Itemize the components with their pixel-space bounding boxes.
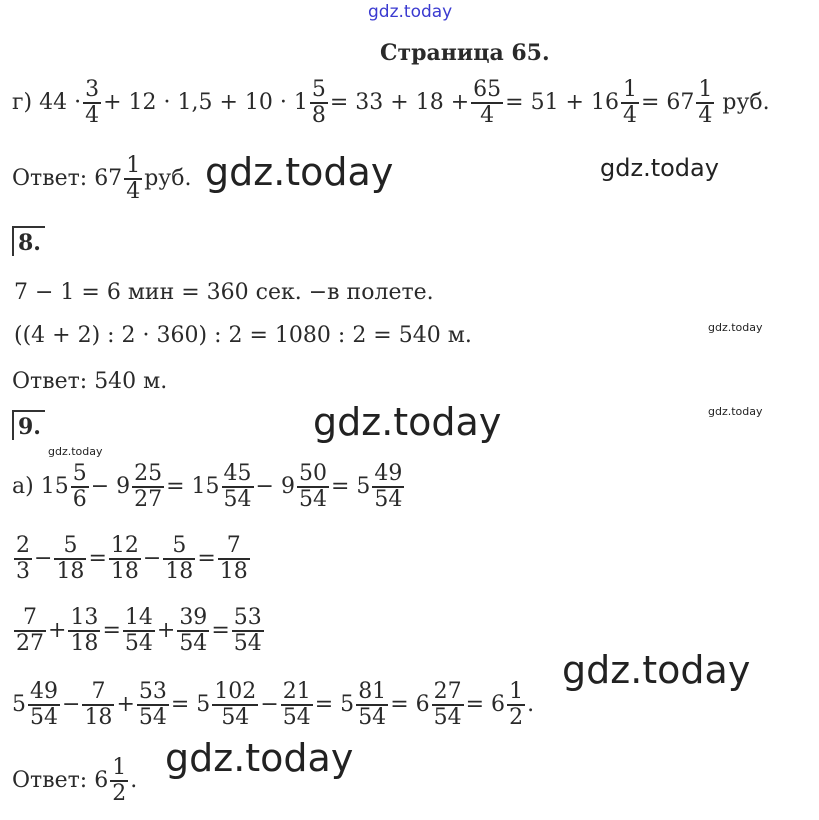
task-8-number: 8. — [12, 226, 45, 256]
text: − 9 — [255, 473, 295, 499]
watermark: gdz.today — [708, 405, 763, 418]
text: . — [527, 691, 535, 717]
text: = — [197, 545, 216, 571]
fraction: 50 54 — [298, 461, 327, 512]
fraction: 49 54 — [30, 679, 58, 730]
text: + — [156, 617, 176, 643]
text: Ответ: 6 — [12, 767, 109, 793]
text: = — [102, 617, 121, 643]
watermark: gdz.today — [313, 400, 502, 444]
text: = — [88, 545, 107, 571]
fraction: 2 3 — [16, 533, 30, 584]
task-9-line3 — [12, 606, 266, 656]
fraction: 1 2 — [509, 679, 524, 730]
fraction: 49 54 — [374, 461, 403, 512]
fraction: 21 54 — [282, 679, 311, 730]
text: г) 44 · — [12, 89, 82, 115]
text: = 6 — [390, 691, 430, 717]
text: + 12 · 1,5 + 10 · 1 — [103, 89, 308, 115]
fraction: 14 54 — [124, 605, 153, 656]
watermark-top: gdz.today — [368, 2, 453, 22]
fraction: 39 54 — [179, 605, 208, 656]
text: руб. — [144, 165, 192, 191]
fraction: 1 4 — [698, 77, 713, 128]
fraction: 65 4 — [473, 77, 502, 128]
fraction: 53 54 — [233, 605, 262, 656]
watermark: gdz.today — [600, 154, 719, 182]
text: . — [130, 767, 138, 793]
text: руб. — [722, 89, 770, 115]
text: а) 15 — [12, 473, 69, 499]
fraction: 5 18 — [56, 533, 85, 584]
text: 5 — [12, 691, 26, 717]
equation-g — [12, 78, 770, 128]
text: = 5 — [330, 473, 371, 499]
text: = 33 + 18 + — [329, 89, 470, 115]
fraction: 12 18 — [110, 533, 139, 584]
text: = 5 — [314, 691, 355, 717]
task-8-line1: 7 − 1 = 6 мин = 360 сек. −в полете. — [14, 280, 434, 305]
watermark: gdz.today — [708, 321, 763, 334]
task-9-answer — [12, 756, 137, 806]
watermark: gdz.today — [165, 736, 354, 780]
task-8-answer: Ответ: 540 м. — [12, 369, 168, 394]
text: = 5 — [170, 691, 211, 717]
task-9-line2 — [12, 534, 252, 584]
text: = 67 — [640, 89, 695, 115]
text: = 6 — [465, 691, 506, 717]
fraction: 53 54 — [138, 679, 167, 730]
task-8-line2: ((4 + 2) : 2 · 360) : 2 = 1080 : 2 = 540 м. — [14, 323, 472, 348]
text: − — [260, 691, 279, 717]
watermark: gdz.today — [48, 445, 103, 458]
fraction: 7 27 — [16, 605, 44, 656]
fraction: 5 6 — [72, 461, 87, 512]
text: − — [34, 545, 53, 571]
fraction: 5 18 — [165, 533, 194, 584]
fraction: 13 18 — [70, 605, 99, 656]
page-title: Страница 65. — [380, 40, 550, 66]
fraction: 5 8 — [311, 77, 326, 128]
answer-g — [12, 154, 191, 204]
fraction: 25 27 — [134, 461, 163, 512]
task-9-line4 — [12, 680, 534, 730]
fraction: 102 54 — [214, 679, 257, 730]
watermark: gdz.today — [562, 648, 751, 692]
fraction: 1 2 — [112, 755, 127, 806]
fraction: 1 4 — [622, 77, 637, 128]
fraction: 3 4 — [85, 77, 100, 128]
text: − 9 — [90, 473, 131, 499]
fraction: 7 18 — [84, 679, 113, 730]
text: + — [48, 617, 67, 643]
fraction: 27 54 — [433, 679, 462, 730]
text: − — [62, 691, 81, 717]
task-9-number: 9. — [12, 410, 45, 440]
text: = 51 + 16 — [505, 89, 619, 115]
fraction: 45 54 — [223, 461, 252, 512]
text: − — [142, 545, 162, 571]
text: + — [116, 691, 135, 717]
text: = 15 — [166, 473, 220, 499]
watermark: gdz.today — [205, 150, 394, 194]
fraction: 1 4 — [126, 153, 141, 204]
text: = — [211, 617, 230, 643]
fraction: 81 54 — [358, 679, 387, 730]
fraction: 7 18 — [219, 533, 248, 584]
text: Ответ: 67 — [12, 165, 123, 191]
task-9-a — [12, 462, 406, 512]
